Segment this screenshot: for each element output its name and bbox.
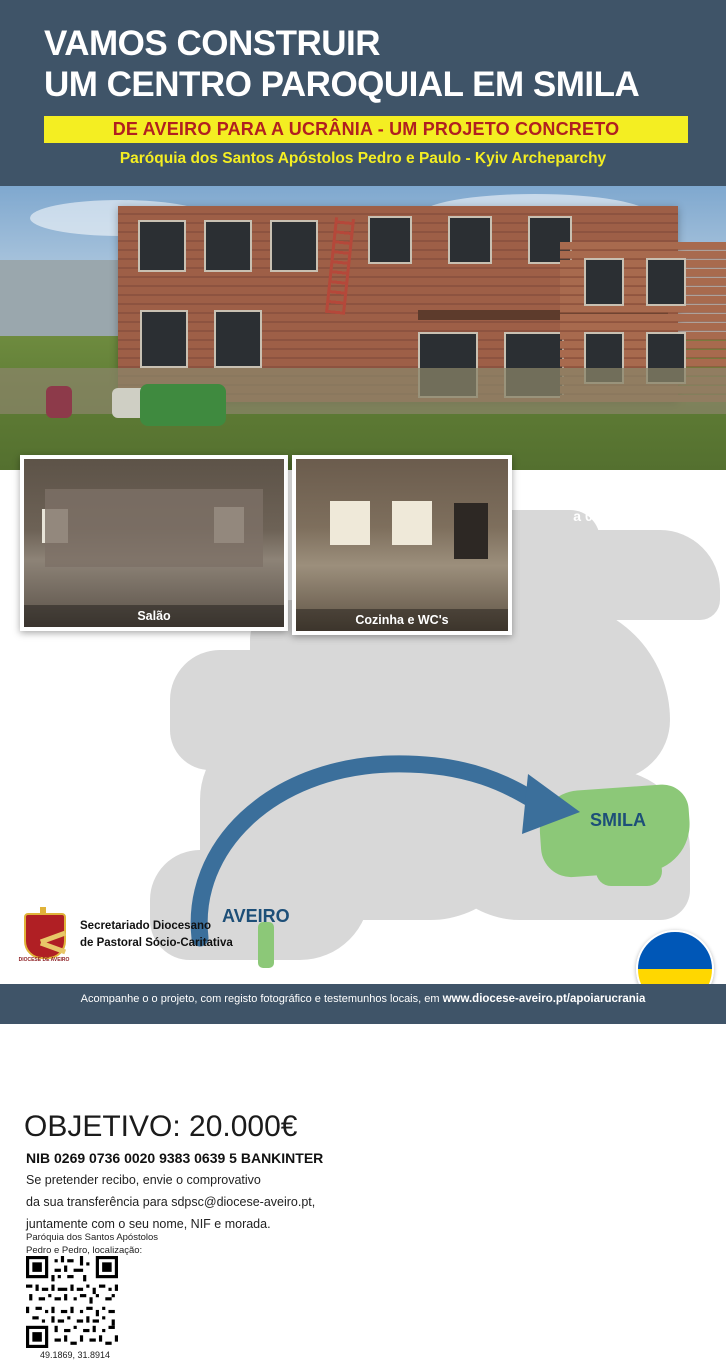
header-subtitle: Paróquia dos Santos Apóstolos Pedro e Paulo - Kyiv Archeparchy — [119, 150, 607, 167]
map-landmass — [540, 530, 720, 620]
footer-text-prefix: Acompanhe o o projeto, com registo fotográfico e testemunhos locais, em — [80, 993, 443, 1005]
donation-info-line-1: Se pretender recibo, envie o comprovativo — [26, 1173, 261, 1187]
coordinates-label: 49.1869, 31.8914 — [40, 1350, 111, 1360]
aveiro-label: AVEIRO — [222, 906, 290, 926]
secretariat-line-1: Secretariado Diocesano — [80, 920, 212, 932]
objective-heading: OBJETIVO: 20.000€ — [24, 1110, 298, 1143]
footer — [0, 984, 726, 1024]
diocese-name: DIOCESE DE AVEIRO — [18, 957, 70, 963]
worker — [46, 386, 72, 418]
qr-caption — [26, 1232, 226, 1258]
smila-label: SMILA — [590, 810, 646, 830]
shield-icon — [24, 913, 66, 959]
title-line-1: VAMOS CONSTRUIR — [44, 24, 381, 63]
photo-cozinha — [292, 455, 512, 635]
photo-caption: Cozinha e WC's — [296, 609, 508, 631]
hero-photo — [0, 186, 726, 470]
title-line-2: UM CENTRO PAROQUIAL EM SMILA — [44, 64, 640, 104]
qr-caption-line-1: Paróquia dos Santos Apóstolos — [26, 1232, 159, 1243]
donation-info — [26, 1170, 316, 1236]
diocese-logo-icon — [16, 905, 72, 967]
secretariat-label — [80, 918, 233, 951]
donation-info-line-3: juntamente com o seu nome, NIF e morada. — [26, 1216, 271, 1231]
key-icon — [40, 941, 66, 955]
room-interior — [24, 459, 284, 627]
construction-status-line-2: a 06 de junho de 2022 — [573, 507, 718, 524]
qr-caption-line-2: Pedro e Pedro, localização: — [26, 1244, 143, 1256]
secretariat-line-2: de Pastoral Sócio-Caritativa — [80, 936, 233, 949]
donation-info-line-2: da sua transferência para sdpsc@diocese-aveiro.pt, — [26, 1194, 316, 1209]
qr-code[interactable] — [26, 1256, 118, 1348]
page-title — [44, 24, 704, 105]
room-interior — [296, 459, 508, 631]
construction-status — [510, 488, 718, 526]
banner-text: DE AVEIRO PARA A UCRÂNIA - UM PROJETO CONCRETO — [112, 119, 620, 139]
construction-status-line-1: Estado da construção — [571, 489, 718, 505]
photo-salao — [20, 455, 288, 631]
nib-line: NIB 0269 0736 0020 9383 0639 5 BANKINTER — [26, 1150, 324, 1166]
footer-url[interactable]: www.diocese-aveiro.pt/apoiarucrania — [442, 993, 646, 1005]
wall — [45, 489, 263, 566]
header — [0, 0, 726, 186]
qr-code-icon — [26, 1256, 118, 1348]
green-tank — [140, 384, 226, 426]
photo-caption: Salão — [24, 605, 284, 627]
dirt-path — [0, 368, 726, 414]
banner-strip — [44, 116, 688, 143]
footer-text — [0, 993, 726, 1005]
